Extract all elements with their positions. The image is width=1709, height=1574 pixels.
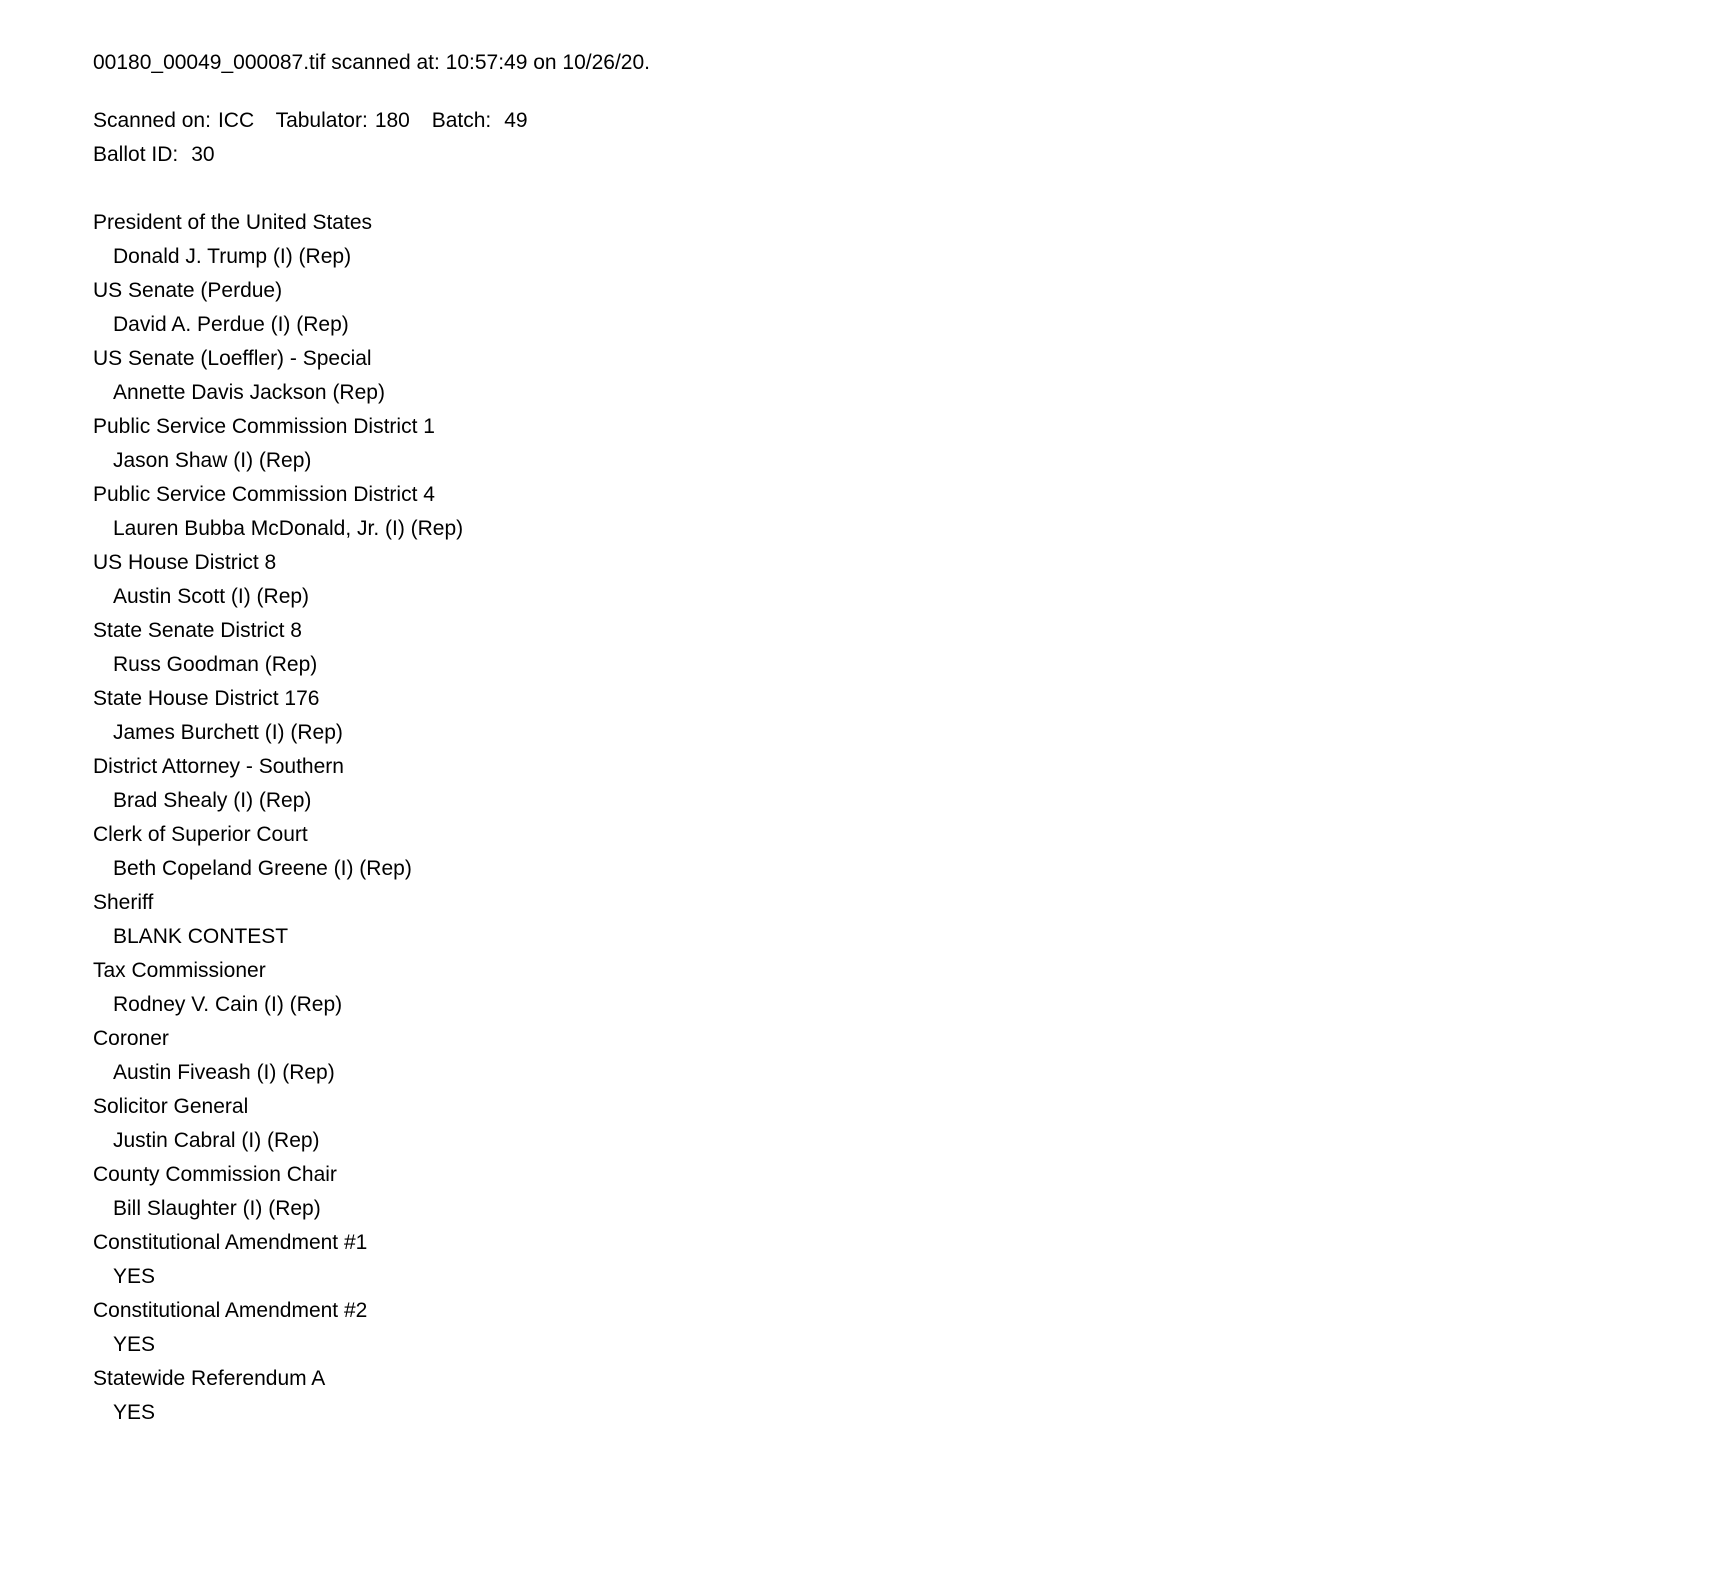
contest-selection: Justin Cabral (I) (Rep) (113, 1129, 320, 1152)
contest-office: US Senate (Loeffler) - Special (93, 347, 372, 370)
scanned-on-label: Scanned on: (93, 109, 211, 132)
ballot-id-line (93, 138, 1649, 172)
contest-selection: Brad Shealy (I) (Rep) (113, 789, 312, 812)
contest-item (93, 1158, 1649, 1226)
contest-item (93, 206, 1649, 274)
contest-office: Constitutional Amendment #1 (93, 1231, 368, 1254)
contest-office: President of the United States (93, 211, 372, 234)
contest-item (93, 1294, 1649, 1362)
scan-meta-line (93, 104, 1649, 138)
scan-filename-line: 00180_00049_000087.tif scanned at: 10:57:49 on 10/26/20. (93, 51, 650, 74)
contest-selection: Austin Fiveash (I) (Rep) (113, 1061, 335, 1084)
contest-office: Statewide Referendum A (93, 1367, 326, 1390)
ballot-id-value: 30 (191, 143, 215, 166)
contest-selection: Austin Scott (I) (Rep) (113, 585, 310, 608)
contest-item (93, 750, 1649, 818)
tabulator-info (276, 109, 410, 132)
contest-item (93, 1226, 1649, 1294)
contest-item (93, 478, 1649, 546)
contest-office: Public Service Commission District 1 (93, 415, 435, 438)
contest-item (93, 614, 1649, 682)
contest-office: Constitutional Amendment #2 (93, 1299, 368, 1322)
contest-item (93, 410, 1649, 478)
contest-item (93, 1022, 1649, 1090)
contest-selection: Russ Goodman (Rep) (113, 653, 318, 676)
contest-selection: David A. Perdue (I) (Rep) (113, 313, 349, 336)
contest-selection: Jason Shaw (I) (Rep) (113, 449, 312, 472)
contest-selection: YES (113, 1265, 156, 1288)
contest-office: Tax Commissioner (93, 959, 266, 982)
contest-selection: Lauren Bubba McDonald, Jr. (I) (Rep) (113, 517, 464, 540)
contest-selection: Annette Davis Jackson (Rep) (113, 381, 385, 404)
contest-selection: Beth Copeland Greene (I) (Rep) (113, 857, 412, 880)
contest-selection: YES (113, 1401, 156, 1424)
contest-item (93, 818, 1649, 886)
contest-office: Solicitor General (93, 1095, 249, 1118)
contest-item (93, 274, 1649, 342)
contest-item (93, 1362, 1649, 1430)
batch-info (432, 109, 528, 132)
contest-selection: Bill Slaughter (I) (Rep) (113, 1197, 321, 1220)
contest-office: Clerk of Superior Court (93, 823, 308, 846)
contest-item (93, 682, 1649, 750)
contest-selection: YES (113, 1333, 156, 1356)
tabulator-value: 180 (374, 109, 410, 132)
contest-office: District Attorney - Southern (93, 755, 344, 778)
contest-item (93, 1090, 1649, 1158)
contest-office: Sheriff (93, 891, 154, 914)
contest-item (93, 886, 1649, 954)
batch-label: Batch: (431, 109, 492, 132)
contest-office: US House District 8 (93, 551, 277, 574)
ballot-id-label: Ballot ID: (93, 143, 179, 166)
contest-selection: BLANK CONTEST (113, 925, 289, 948)
contest-office: Coroner (93, 1027, 169, 1050)
tabulator-label: Tabulator: (275, 109, 368, 132)
contest-item (93, 546, 1649, 614)
ballot-id-info (93, 143, 215, 166)
contest-office: State Senate District 8 (93, 619, 302, 642)
contest-office: State House District 176 (93, 687, 320, 710)
scanned-on-info (93, 109, 254, 132)
scanned-on-value: ICC (217, 109, 255, 132)
contest-item (93, 954, 1649, 1022)
contest-item (93, 342, 1649, 410)
contest-office: US Senate (Perdue) (93, 279, 283, 302)
contest-selection: Donald J. Trump (I) (Rep) (113, 245, 352, 268)
batch-value: 49 (504, 109, 528, 132)
contest-office: Public Service Commission District 4 (93, 483, 435, 506)
contest-selection: Rodney V. Cain (I) (Rep) (113, 993, 343, 1016)
contest-list (93, 206, 1649, 1430)
contest-selection: James Burchett (I) (Rep) (113, 721, 343, 744)
contest-office: County Commission Chair (93, 1163, 337, 1186)
